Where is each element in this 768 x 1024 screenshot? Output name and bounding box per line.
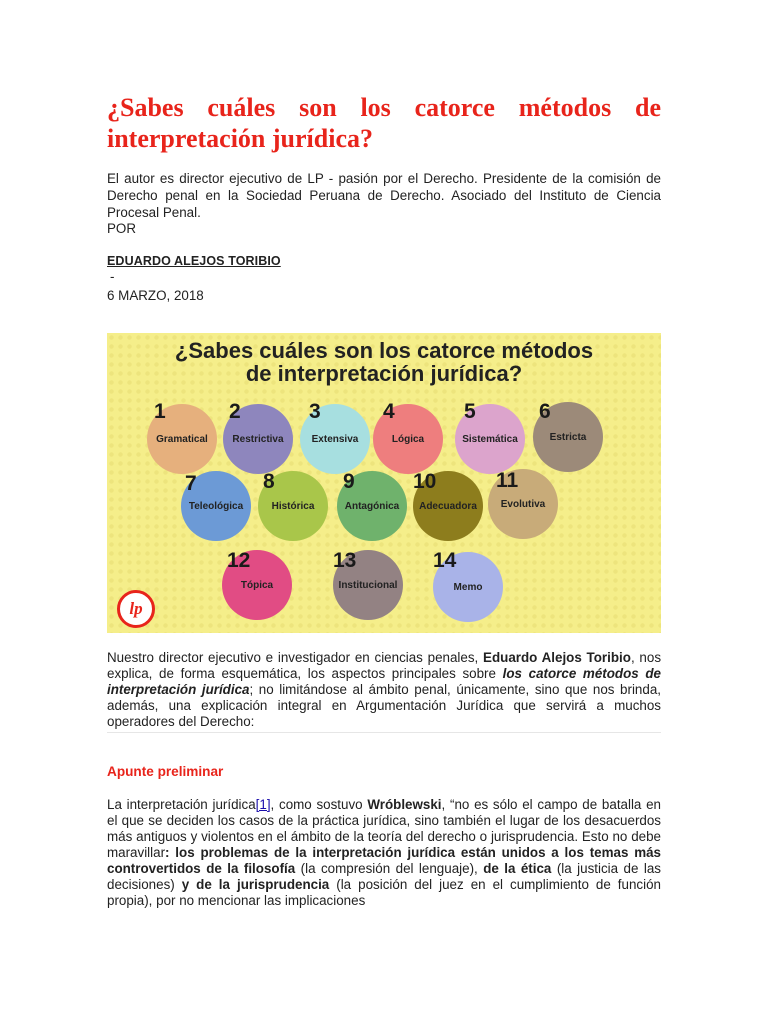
por-label: POR — [107, 221, 137, 236]
method-number: 4 — [383, 400, 395, 423]
intro-emphasis: los catorce métodos de interpretación jurídica — [107, 666, 661, 697]
section-text-3: , “no es sólo el campo de batalla en el que se deciden los casos de la práctica jurídica, sino también el lugar de los desacuerdos más antiguos y violentos en el ámbito de la teoría del derecho o jurisprudencia. Esto no debe maravillar — [107, 797, 662, 860]
section-paragraph — [107, 797, 661, 909]
method-label: Lógica — [391, 433, 425, 445]
intro-text-3: ; no limitándose al ámbito penal, únicamente, sino que nos brinda, además, una explicación integral en Argumentación Jurídica que servirá a muchos operadores del Derecho: — [107, 682, 661, 729]
section-text-1: La interpretación jurídica — [107, 797, 256, 812]
section-bold-3: y de la jurisprudencia — [181, 877, 330, 892]
section-text-5: (la justicia de las decisiones) — [107, 861, 661, 892]
intro-text-1: Nuestro director ejecutivo e investigador en ciencias penales, — [107, 650, 484, 665]
method-label: Adecuadora — [419, 500, 477, 512]
method-number: 1 — [154, 400, 166, 423]
method-label: Histórica — [271, 500, 315, 512]
section-text-6: (la posición del juez en el cumplimiento de función propia), por no mencionar las implicaciones — [107, 877, 661, 908]
method-label: Extensiva — [311, 433, 359, 445]
lp-logo-text: lp — [129, 599, 143, 618]
method-number: 13 — [333, 549, 357, 572]
method-number: 12 — [227, 549, 251, 572]
intro-paragraph — [107, 650, 661, 730]
infographic-title — [107, 339, 661, 385]
method-label: Teleológica — [188, 500, 244, 512]
infographic-image — [107, 333, 661, 633]
intro-author-name: Eduardo Alejos Toribio — [483, 650, 631, 665]
lp-logo — [117, 590, 155, 628]
method-label: Memo — [453, 581, 483, 593]
section-bold-1: : los problemas de la interpretación jurídica están unidos a los temas más controvertidos de la filosofía — [107, 845, 661, 876]
method-number: 9 — [343, 470, 355, 493]
author-bio: El autor es director ejecutivo de LP - pasión por el Derecho. Presidente de la comisión de Derecho penal en la Sociedad Peruana de Derecho. Asociado del Instituto de Ciencia Procesal Penal. — [107, 171, 661, 220]
method-label: Gramatical — [156, 433, 208, 445]
section-bold-2: de la ética — [483, 861, 552, 876]
method-number: 3 — [309, 400, 321, 423]
author-link[interactable]: EDUARDO ALEJOS TORIBIO — [107, 254, 281, 268]
method-number: 2 — [229, 400, 241, 423]
method-number: 14 — [433, 549, 457, 572]
section-text-2: , como sostuvo — [270, 797, 368, 812]
section-text-4: (la compresión del lenguaje), — [295, 861, 484, 876]
method-number: 7 — [185, 472, 197, 495]
method-number: 10 — [413, 470, 437, 493]
method-label: Estricta — [549, 431, 587, 443]
method-label: Evolutiva — [500, 498, 546, 510]
publish-date: 6 MARZO, 2018 — [107, 288, 204, 303]
section-author-name: Wróblewski — [367, 797, 442, 812]
infographic-title-line2: de interpretación jurídica? — [245, 361, 523, 386]
method-number: 8 — [263, 470, 275, 493]
intro-text-2: , nos explica, de forma esquemática, los aspectos principales sobre — [107, 650, 662, 681]
method-number: 5 — [464, 400, 476, 423]
article-title: ¿Sabes cuáles son los catorce métodos de interpretación jurídica? — [107, 93, 661, 153]
section-heading: Apunte preliminar — [107, 764, 224, 779]
method-number: 11 — [496, 469, 519, 492]
infographic-title-line1: ¿Sabes cuáles son los catorce métodos — [174, 338, 594, 363]
divider — [107, 732, 661, 733]
meta-separator: - — [110, 269, 115, 284]
method-label: Antagónica — [344, 500, 400, 512]
method-label: Institucional — [338, 579, 398, 591]
footnote-ref-link[interactable]: [1] — [255, 797, 271, 812]
method-label: Restrictiva — [232, 433, 284, 445]
method-number: 6 — [539, 400, 551, 423]
method-label: Sistemática — [462, 433, 518, 445]
method-label: Tópica — [240, 579, 274, 591]
